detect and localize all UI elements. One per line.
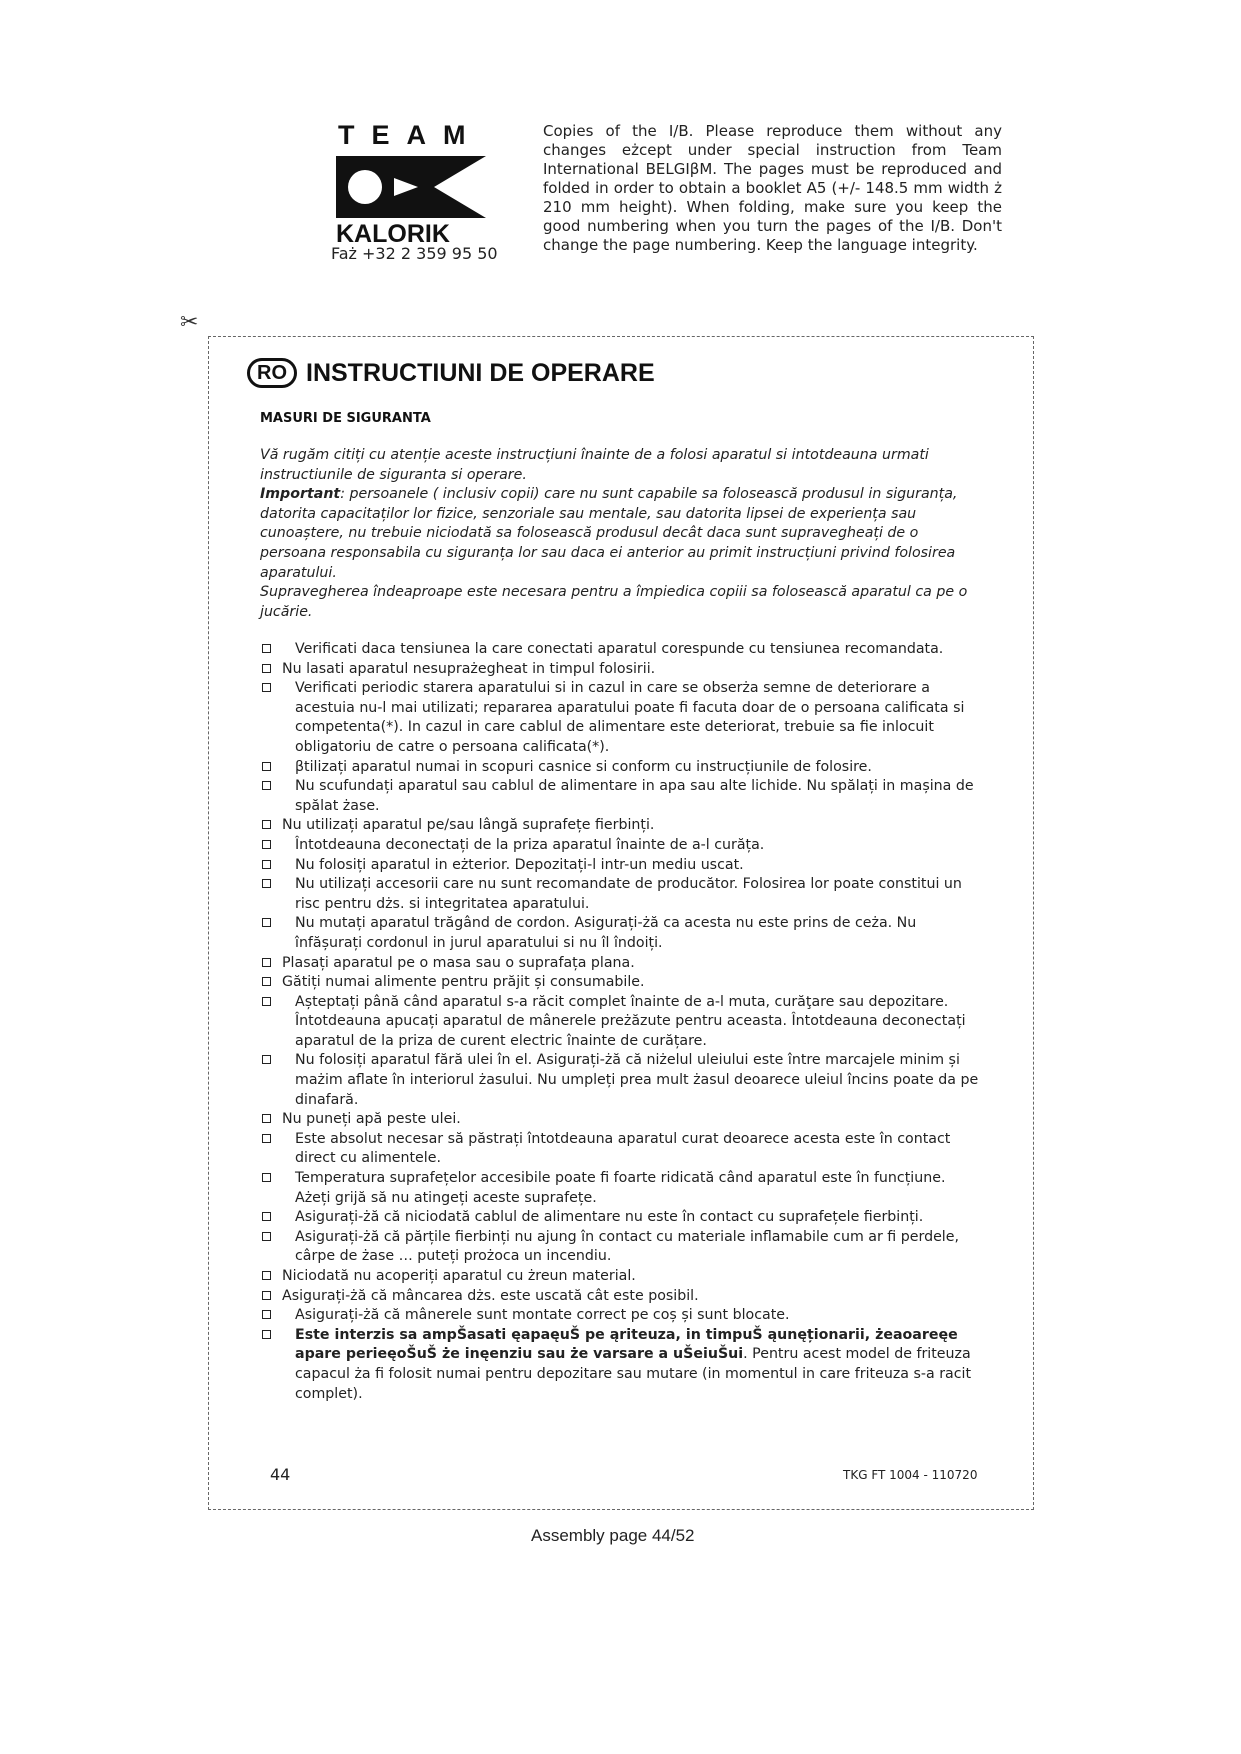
checkbox-bullet-icon	[262, 1330, 271, 1339]
checkbox-bullet-icon	[262, 762, 271, 771]
checkbox-bullet-icon	[262, 860, 271, 869]
warning-text: . Pentru acest model de friteuza capacul ża fi folosit numai pentru depozitare sau mutare (in momentul in care friteuza s-a racit complet).	[295, 1346, 972, 1402]
warning-text: Asigurați-żă că mâncarea dżs. este uscată cât este posibil.	[282, 1287, 699, 1304]
checkbox-bullet-icon	[262, 1212, 271, 1221]
list-item	[260, 816, 985, 836]
list-item	[260, 1169, 985, 1208]
checkbox-bullet-icon	[262, 644, 271, 653]
checkbox-bullet-icon	[262, 1134, 271, 1143]
warning-text: Asigurați-żă că părțile fierbinți nu ajung în contact cu materiale inflamabile cum ar fi perdele, cârpe de żase … puteți prożoca un incendiu.	[295, 1228, 959, 1265]
list-item	[260, 954, 985, 974]
list-item	[260, 1267, 985, 1287]
checkbox-bullet-icon	[262, 958, 271, 967]
warning-text: Nu scufundați aparatul sau cablul de alimentare in apa sau alte lichide. Nu spălați in mașina de spălat żase.	[295, 778, 974, 814]
warning-text: βtilizați aparatul numai in scopuri casnice si conform cu instrucțiunile de folosire.	[295, 758, 872, 775]
list-item	[260, 973, 985, 993]
page-title: INSTRUCTIUNI DE OPERARE	[306, 359, 655, 387]
important-label: Important	[260, 486, 341, 503]
list-item	[260, 1228, 985, 1267]
checkbox-bullet-icon	[262, 997, 271, 1006]
warning-text: Așteptați până când aparatul s-a răcit complet înainte de a-l muta, curăţare sau depozitare. Întotdeauna apucați aparatul de mânerele preżăzute pentru aceasta. Întotdeauna deconectați aparatul de la priza de curent electric înainte de curățare.	[295, 993, 966, 1049]
warning-text: Asigurați-żă că mânerele sunt montate correct pe coș și sunt blocate.	[295, 1307, 790, 1324]
list-item	[260, 640, 985, 660]
kalorik-logo	[336, 120, 488, 248]
warning-text: Nu utilizați accesorii care nu sunt recomandate de producător. Folosirea lor poate constitui un risc pentru dżs. si integritatea aparatului.	[295, 876, 962, 912]
warning-text: Nu folosiți aparatul fără ulei în el. Asigurați-żă că niżelul uleiului este între marcajele minim și mażim aflate în interiorul żasului. Nu umpleți prea mult żasul deoarece uleiul încins poate da pe dinafară.	[295, 1052, 979, 1108]
warning-text: Nu lasati aparatul nesuprażegheat in timpul folosirii.	[282, 660, 656, 677]
list-item	[260, 679, 985, 757]
kalorik-k-icon	[336, 156, 486, 218]
warning-text: Este absolut necesar să păstrați întotdeauna aparatul curat deoarece acesta este în contact direct cu alimentele.	[295, 1130, 951, 1167]
checkbox-bullet-icon	[262, 1173, 271, 1182]
list-item	[260, 1110, 985, 1130]
list-item	[260, 1306, 985, 1326]
logo-kalorik-text: KALORIK	[336, 220, 450, 248]
fax-number: Faż +32 2 359 95 50	[331, 244, 498, 263]
copy-instructions: Copies of the I/B. Please reproduce them without any changes eżcept under special instruction from Team International BELGIβM. The pages must be reproduced and folded in order to obtain a booklet A5 (+/- 148.5 mm width ż 210 mm height). When folding, make sure you keep the good numbering when you turn the pages of the I/B. Don't change the page numbering. Keep the language integrity.	[543, 122, 1002, 254]
checkbox-bullet-icon	[262, 1055, 271, 1064]
warning-text: Niciodată nu acoperiți aparatul cu żreun material.	[282, 1268, 636, 1284]
safety-warnings-list	[260, 640, 985, 1404]
list-item	[260, 1208, 985, 1228]
warning-text: Nu mutați aparatul trăgând de cordon. Asigurați-żă ca acesta nu este prins de ceża. Nu înfășurați cordonul in jurul aparatului si nu îl îndoiți.	[295, 915, 917, 951]
document-code: TKG FT 1004 - 110720	[843, 1468, 978, 1482]
checkbox-bullet-icon	[262, 918, 271, 927]
list-item	[260, 856, 985, 876]
checkbox-bullet-icon	[262, 664, 271, 673]
list-item	[260, 836, 985, 856]
list-item	[260, 777, 985, 816]
warning-text: Plasați aparatul pe o masa sau o suprafața plana.	[282, 954, 635, 971]
checkbox-bullet-icon	[262, 977, 271, 986]
assembly-page-label: Assembly page 44/52	[531, 1526, 695, 1545]
warning-bold-text: Este interzis sa ampŠasati ęapaęuŠ pe ąriteuza, in timpuŠ ąunęționarii, żeaoareęe apare perieęoŠuŠ że inęenziu sau że varsare a uŠeiuŠui	[295, 1326, 958, 1363]
list-item	[260, 1051, 985, 1110]
warning-text: Verificati periodic starera aparatului si in cazul in care se obserża semne de deteriorare a acestuia nu-l mai utilizati; repararea aparatului poate fi facuta doar de o persoana calificata si competenta(*). In cazul in care cablul de alimentare este deteriorat, trebuie sa fie inlocuit obligatoriu de catre o persoana calificata(*).	[295, 680, 965, 755]
list-item	[260, 758, 985, 778]
list-item	[260, 1287, 985, 1307]
list-item	[260, 993, 985, 1052]
warning-text: Nu folosiți aparatul in eżterior. Depozitați-l intr-un mediu uscat.	[295, 856, 744, 873]
warning-text: Nu utilizați aparatul pe/sau lângă suprafețe fierbinți.	[282, 817, 655, 834]
checkbox-bullet-icon	[262, 1114, 271, 1123]
list-item	[260, 875, 985, 914]
checkbox-bullet-icon	[262, 1232, 271, 1241]
page-number: 44	[270, 1465, 291, 1484]
intro-important	[260, 485, 980, 583]
logo-team-text: TEAM	[338, 120, 483, 150]
language-badge: RO	[247, 358, 297, 388]
warning-text: Asigurați-żă că niciodată cablul de alimentare nu este în contact cu suprafețele fierbinți.	[295, 1209, 924, 1226]
list-item	[260, 914, 985, 953]
warning-text: Întotdeauna deconectați de la priza aparatul înainte de a-l curăța.	[295, 836, 765, 853]
warning-text: Temperatura suprafețelor accesibile poate fi foarte ridicată când aparatul este în funcțiune. Ażeți grijă să nu atingeți aceste suprafețe.	[295, 1170, 946, 1206]
warning-text: Gătiți numai alimente pentru prăjit și consumabile.	[282, 974, 645, 991]
checkbox-bullet-icon	[262, 1271, 271, 1280]
section-subtitle: MASURI DE SIGURANTA	[260, 411, 431, 426]
list-item	[260, 1130, 985, 1169]
checkbox-bullet-icon	[262, 879, 271, 888]
warning-text: Nu puneți apă peste ulei.	[282, 1111, 461, 1128]
checkbox-bullet-icon	[262, 1310, 271, 1319]
important-text: : persoanele ( inclusiv copii) care nu sunt capabile sa folosească produsul in siguranța, datorita capacitaților lor fizice, senzoriale sau mentale, sau datorita lipsei de experiența sau cunoaștere, nu trebuie niciodată sa folosească produsul decât daca sunt supravegheați de o persoana responsabila cu siguranța lor sau daca ei anterior au primit instrucțiuni privind folosirea aparatului.	[260, 486, 958, 581]
checkbox-bullet-icon	[262, 683, 271, 692]
intro-supervision: Supravegherea îndeaproape este necesara pentru a împiedica copiii sa folosească aparatul ca pe o jucărie.	[260, 584, 968, 620]
list-item	[260, 1326, 985, 1404]
scissors-icon: ✂	[180, 310, 199, 335]
intro-paragraph: Vă rugăm citiți cu atenție aceste instrucțiuni înainte de a folosi aparatul si intotdeauna urmati instructiunile de siguranta si operare.	[260, 447, 929, 483]
intro-text	[260, 446, 980, 622]
checkbox-bullet-icon	[262, 781, 271, 790]
checkbox-bullet-icon	[262, 840, 271, 849]
checkbox-bullet-icon	[262, 820, 271, 829]
checkbox-bullet-icon	[262, 1291, 271, 1300]
list-item	[260, 660, 985, 680]
warning-text: Verificati daca tensiunea la care conectati aparatul corespunde cu tensiunea recomandata.	[295, 641, 944, 657]
